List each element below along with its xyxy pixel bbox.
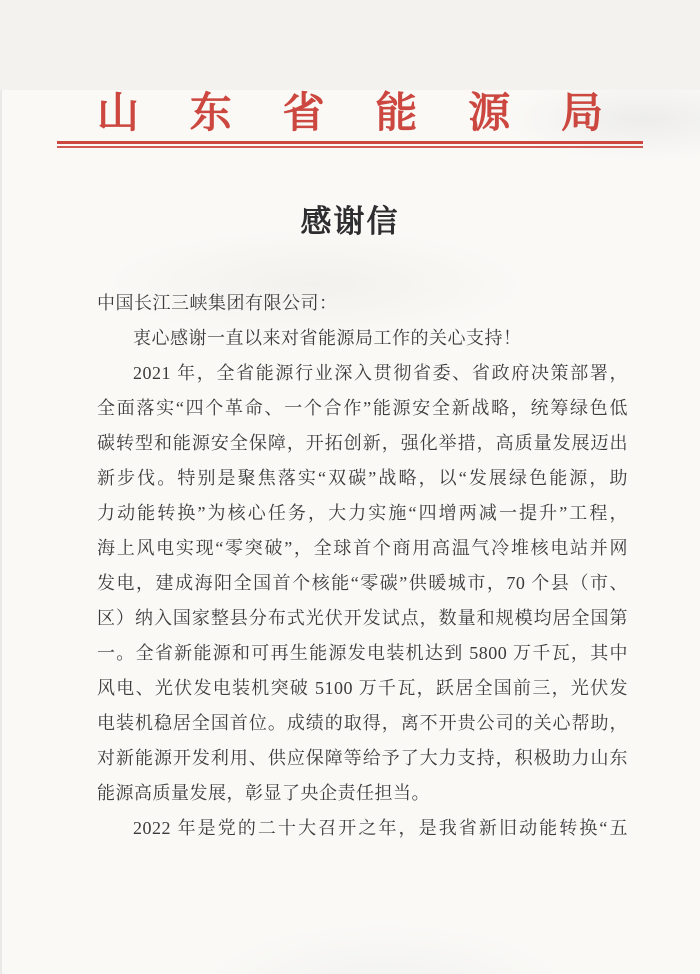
scanned-letter-page	[0, 90, 700, 974]
body-line: 力动能转换”为核心任务，大力实施“四增两减一提升”工程，	[97, 502, 628, 523]
body-line: 衷心感谢一直以来对省能源局工作的关心支持！	[133, 327, 522, 348]
body-line: 发电，建成海阳全国首个核能“零碳”供暖城市，70 个县（市、	[97, 572, 628, 593]
letter-title: 感谢信	[300, 203, 400, 239]
body-line: 海上风电实现“零突破”，全球首个商用高温气冷堆核电站并网	[97, 537, 628, 558]
letterhead-agency-name: 山东省能源局	[97, 91, 603, 137]
letterhead-divider-thick-line	[57, 141, 643, 144]
body-line: 电装机稳居全国首位。成绩的取得，离不开贵公司的关心帮助，	[97, 712, 628, 733]
body-line: 风电、光伏发电装机突破 5100 万千瓦，跃居全国前三，光伏发	[97, 677, 628, 698]
letterhead-divider	[57, 141, 643, 148]
body-line: 新步伐。特别是聚焦落实“双碳”战略，以“发展绿色能源，助	[97, 467, 628, 488]
body-line: 一。全省新能源和可再生能源发电装机达到 5800 万千瓦，其中	[97, 642, 628, 663]
body-line: 碳转型和能源安全保障，开拓创新，强化举措，高质量发展迈出	[97, 432, 628, 453]
body-line: 中国长江三峡集团有限公司：	[97, 292, 338, 313]
body-line: 能源高质量发展，彰显了央企责任担当。	[97, 782, 430, 803]
body-line: 全面落实“四个革命、一个合作”能源安全新战略，统筹绿色低	[97, 397, 628, 418]
body-line: 2022 年是党的二十大召开之年，是我省新旧动能转换“五	[133, 817, 628, 838]
body-line: 2021 年，全省能源行业深入贯彻省委、省政府决策部署，	[133, 362, 628, 383]
letter-body	[97, 286, 628, 846]
body-line: 区）纳入国家整县分布式光伏开发试点，数量和规模均居全国第	[97, 607, 628, 628]
letterhead-divider-thin-line	[57, 146, 643, 148]
body-line: 对新能源开发利用、供应保障等给予了大力支持，积极助力山东	[97, 747, 628, 768]
